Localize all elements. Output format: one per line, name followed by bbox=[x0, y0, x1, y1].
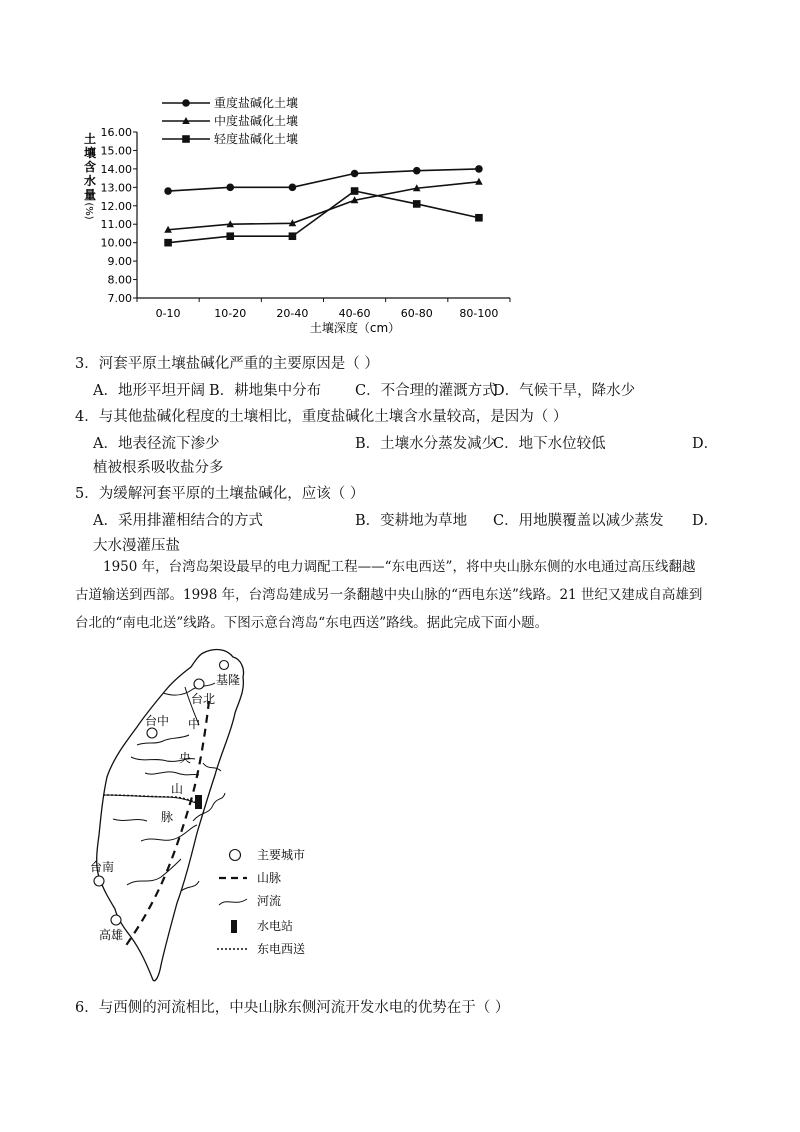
range-label-char-2: 央 bbox=[179, 751, 192, 765]
taiwan-map bbox=[85, 645, 330, 985]
q4-option-c: C．地下水位较低 bbox=[493, 436, 606, 452]
y-tick-label: 8.00 bbox=[107, 273, 132, 287]
y-tick-label: 14.00 bbox=[100, 162, 132, 176]
chart-x-axis-label: 土壤深度（cm） bbox=[309, 321, 401, 335]
y-tick-label: 16.00 bbox=[100, 126, 132, 139]
river bbox=[113, 819, 147, 821]
city-marker-taichung bbox=[147, 728, 157, 738]
q3-option-a: A．地形平坦开阔 bbox=[93, 383, 205, 399]
y-tick-label: 13.00 bbox=[100, 181, 132, 195]
passage-line-2: 古道输送到西部。1998 年，台湾岛建成另一条翻越中央山脉的“西电东送”线路。21 世纪又建成自高雄到 bbox=[75, 587, 703, 603]
q5-option-d-text: 大水漫灌压盐 bbox=[93, 538, 180, 554]
y-tick-label: 7.00 bbox=[107, 292, 132, 305]
data-point-square bbox=[289, 232, 297, 240]
q3-option-b: B．耕地集中分布 bbox=[209, 383, 322, 399]
chart-legend bbox=[162, 95, 298, 146]
legend-mountain-label: 山脉 bbox=[257, 871, 282, 885]
question-4-stem: 4．与其他盐碱化程度的土壤相比，重度盐碱化土壤含水量较高，是因为（ ） bbox=[75, 409, 568, 425]
range-label-char-3: 山 bbox=[171, 782, 184, 796]
q5-option-c: C．用地膜覆盖以减少蒸发 bbox=[493, 513, 664, 529]
legend-city-icon bbox=[230, 850, 241, 861]
x-tick-label: 0-10 bbox=[155, 307, 181, 320]
city-label-kaohsiung: 高雄 bbox=[99, 928, 124, 942]
y-tick-label: 9.00 bbox=[107, 255, 132, 269]
x-tick-label: 20-40 bbox=[276, 307, 309, 320]
q4-option-b: B．土壤水分蒸发减少 bbox=[355, 436, 497, 452]
city-label-tainan: 台南 bbox=[90, 860, 115, 874]
legend-label: 重度盐碱化土壤 bbox=[214, 96, 299, 110]
question-5-stem: 5．为缓解河套平原的土壤盐碱化，应该（ ） bbox=[75, 486, 365, 502]
passage-line-3: 台北的“南电北送”线路。下图示意台湾岛“东电西送”路线。据此完成下面小题。 bbox=[75, 615, 549, 631]
data-point-circle bbox=[226, 184, 234, 192]
legend-route-label: 东电西送 bbox=[257, 942, 306, 956]
hydropower-station bbox=[195, 795, 202, 809]
legend-marker-square bbox=[182, 135, 190, 143]
y-axis-label-char: 土 bbox=[83, 132, 97, 146]
data-point-square bbox=[351, 187, 359, 195]
series-line-square bbox=[168, 191, 479, 243]
data-point-circle bbox=[413, 167, 421, 175]
passage bbox=[75, 553, 735, 637]
y-axis-label-char: 含 bbox=[83, 160, 97, 174]
q5-option-b: B．变耕地为草地 bbox=[355, 513, 468, 529]
question-3-stem: 3．河套平原土壤盐碱化严重的主要原因是（ ） bbox=[75, 356, 379, 372]
city-marker-keelung bbox=[220, 661, 229, 670]
y-tick-label: 15.00 bbox=[100, 144, 132, 158]
data-point-square bbox=[413, 200, 421, 208]
chart-axes bbox=[101, 126, 511, 320]
y-axis-label-char: 壤 bbox=[83, 146, 97, 160]
data-point-circle bbox=[351, 170, 359, 178]
city-marker-taipei bbox=[194, 679, 204, 689]
passage-line-1: 1950 年，台湾岛架设最早的电力调配工程——“东电西送”，将中央山脉东侧的水电通过高压线翻越 bbox=[103, 559, 696, 575]
x-tick-label: 10-20 bbox=[214, 307, 247, 320]
data-point-circle bbox=[475, 165, 483, 173]
city-label-keelung: 基隆 bbox=[216, 673, 241, 687]
q3-option-d: D．气候干旱，降水少 bbox=[493, 383, 636, 399]
legend-station-icon bbox=[231, 920, 237, 933]
city-marker-tainan bbox=[94, 876, 104, 886]
q5-option-a: A．采用排灌相结合的方式 bbox=[93, 513, 263, 529]
y-tick-label: 12.00 bbox=[100, 199, 132, 213]
q4-option-d-text: 植被根系吸收盐分多 bbox=[93, 460, 224, 476]
river bbox=[127, 859, 181, 885]
data-point-square bbox=[226, 232, 234, 240]
y-tick-label: 11.00 bbox=[100, 218, 132, 232]
legend-river-icon bbox=[219, 899, 247, 905]
data-point-square bbox=[475, 214, 483, 222]
data-point-circle bbox=[164, 187, 172, 195]
legend-river-label: 河流 bbox=[257, 894, 282, 908]
city-marker-kaohsiung bbox=[111, 915, 121, 925]
data-point-circle bbox=[289, 184, 297, 192]
legend-city-label: 主要城市 bbox=[257, 848, 306, 862]
chart-y-axis-label bbox=[83, 131, 96, 220]
legend-marker-circle bbox=[182, 99, 190, 107]
central-mountain-range bbox=[125, 701, 209, 947]
river bbox=[145, 772, 199, 775]
x-tick-label: 60-80 bbox=[400, 307, 433, 320]
soil-moisture-chart bbox=[70, 85, 530, 345]
range-label-char-1: 中 bbox=[188, 717, 201, 731]
x-tick-label: 40-60 bbox=[338, 307, 371, 320]
river bbox=[137, 735, 189, 745]
city-label-taichung: 台中 bbox=[145, 714, 170, 728]
city-label-taipei: 台北 bbox=[191, 692, 216, 706]
range-label-char-4: 脉 bbox=[161, 810, 174, 824]
y-axis-unit: (%) bbox=[83, 202, 94, 220]
legend-label: 中度盐碱化土壤 bbox=[214, 114, 299, 128]
legend-station-label: 水电站 bbox=[257, 919, 294, 933]
y-axis-label-char: 水 bbox=[83, 174, 97, 188]
q4-option-d-label: D． bbox=[692, 436, 719, 452]
y-axis-label-char: 量 bbox=[83, 188, 97, 202]
x-tick-label: 80-100 bbox=[459, 307, 499, 320]
river bbox=[141, 825, 197, 841]
q3-option-c: C．不合理的灌溉方式 bbox=[355, 383, 497, 399]
chart-series bbox=[164, 165, 482, 246]
series-line-circle bbox=[168, 169, 479, 191]
legend-label: 轻度盐碱化土壤 bbox=[214, 132, 299, 146]
data-point-square bbox=[164, 239, 172, 247]
y-tick-label: 10.00 bbox=[100, 236, 132, 250]
question-6-stem: 6．与西侧的河流相比，中央山脉东侧河流开发水电的优势在于（ ） bbox=[75, 1000, 510, 1016]
q5-option-d-label: D． bbox=[692, 513, 719, 529]
q4-option-a: A．地表径流下渗少 bbox=[93, 436, 220, 452]
